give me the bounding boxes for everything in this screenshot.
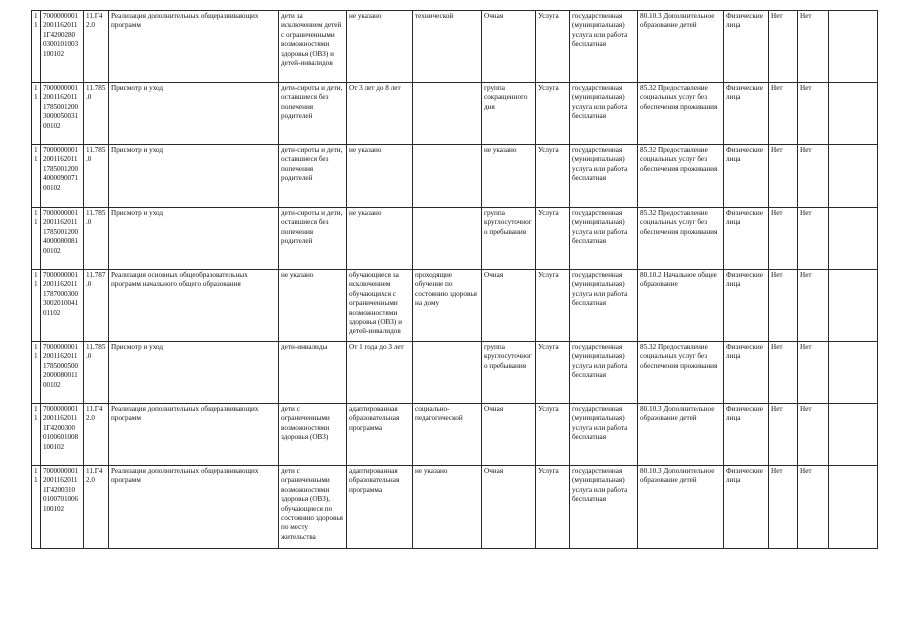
- flag-2: Нет: [798, 270, 829, 342]
- service-code: 11.785.0: [84, 83, 109, 145]
- payment-basis: государственная (муниципальная) услуга или работа бесплатная: [570, 404, 638, 466]
- payment-basis: государственная (муниципальная) услуга или работа бесплатная: [570, 270, 638, 342]
- empty-cell: [829, 145, 878, 208]
- service-code: 11.785.0: [84, 342, 109, 404]
- okved-code: 85.32 Предоставление социальных услуг без обеспечения проживания: [638, 342, 724, 404]
- service-name: Реализация дополнительных общеразвивающих программ: [109, 11, 279, 83]
- table-row: [32, 208, 878, 270]
- delivery-form: Очная: [482, 466, 536, 549]
- flag-2: Нет: [798, 342, 829, 404]
- registry-number: 7000000001 2001162011 1785001200 4000080081 00102: [41, 208, 84, 270]
- empty-cell: [829, 11, 878, 83]
- row-number: 11: [32, 466, 41, 549]
- okved-code: 80.10.3 Дополнительное образование детей: [638, 466, 724, 549]
- delivery-form: Очная: [482, 11, 536, 83]
- program-focus: проходящие обучение по состоянию здоровья на дому: [413, 270, 482, 342]
- consumer-category: дети за исключением детей с ограниченными возможностями здоровья (ОВЗ) и детей-инвалидов: [279, 11, 347, 83]
- payment-basis: государственная (муниципальная) услуга или работа бесплатная: [570, 145, 638, 208]
- service-name: Присмотр и уход: [109, 83, 279, 145]
- flag-2: Нет: [798, 11, 829, 83]
- empty-cell: [829, 270, 878, 342]
- flag-1: Нет: [769, 11, 798, 83]
- okved-code: 80.10.3 Дополнительное образование детей: [638, 11, 724, 83]
- row-number: 11: [32, 11, 41, 83]
- service-name: Реализация дополнительных общеразвивающих программ: [109, 466, 279, 549]
- consumers: Физические лица: [724, 145, 769, 208]
- row-number: 11: [32, 145, 41, 208]
- program-focus: [413, 145, 482, 208]
- program-focus: социально-педагогической: [413, 404, 482, 466]
- registry-number: 7000000001 2001162011 1785001200 4000090071 00102: [41, 145, 84, 208]
- age-or-program: адаптированная образовательная программа: [347, 404, 413, 466]
- consumers: Физические лица: [724, 208, 769, 270]
- item-type: Услуга: [536, 404, 570, 466]
- service-name: Присмотр и уход: [109, 208, 279, 270]
- empty-cell: [829, 342, 878, 404]
- age-or-program: не указано: [347, 11, 413, 83]
- row-number: 11: [32, 404, 41, 466]
- consumers: Физические лица: [724, 342, 769, 404]
- table-row: [32, 466, 878, 549]
- consumers: Физические лица: [724, 466, 769, 549]
- flag-2: Нет: [798, 208, 829, 270]
- delivery-form: Очная: [482, 404, 536, 466]
- flag-1: Нет: [769, 145, 798, 208]
- okved-code: 80.10.3 Дополнительное образование детей: [638, 404, 724, 466]
- item-type: Услуга: [536, 208, 570, 270]
- registry-number: 7000000001 2001162011 1787000300 3002010041 01102: [41, 270, 84, 342]
- consumer-category: дети с ограниченными возможностями здоровья (ОВЗ): [279, 404, 347, 466]
- row-number: 11: [32, 208, 41, 270]
- table-row: [32, 404, 878, 466]
- item-type: Услуга: [536, 270, 570, 342]
- consumer-category: дети с ограниченными возможностями здоровья (ОВЗ), обучающиеся по состоянию здоровья по месту жительства: [279, 466, 347, 549]
- item-type: Услуга: [536, 466, 570, 549]
- empty-cell: [829, 83, 878, 145]
- age-or-program: От 1 года до 3 лет: [347, 342, 413, 404]
- consumer-category: дети-сироты и дети, оставшиеся без попечения родителей: [279, 145, 347, 208]
- service-code: 11.785.0: [84, 208, 109, 270]
- row-number: 11: [32, 83, 41, 145]
- delivery-form: не указано: [482, 145, 536, 208]
- payment-basis: государственная (муниципальная) услуга или работа бесплатная: [570, 11, 638, 83]
- table-row: [32, 145, 878, 208]
- empty-cell: [829, 466, 878, 549]
- services-registry-table: [31, 10, 878, 549]
- table-row: [32, 270, 878, 342]
- flag-1: Нет: [769, 208, 798, 270]
- service-code: 11.Г42.0: [84, 11, 109, 83]
- delivery-form: группа сокращенного дня: [482, 83, 536, 145]
- consumer-category: дети-инвалиды: [279, 342, 347, 404]
- flag-2: Нет: [798, 83, 829, 145]
- payment-basis: государственная (муниципальная) услуга или работа бесплатная: [570, 208, 638, 270]
- service-code: 11.787.0: [84, 270, 109, 342]
- age-or-program: От 3 лет до 8 лет: [347, 83, 413, 145]
- row-number: 11: [32, 342, 41, 404]
- consumers: Физические лица: [724, 270, 769, 342]
- program-focus: [413, 83, 482, 145]
- flag-1: Нет: [769, 270, 798, 342]
- age-or-program: адаптированная образовательная программа: [347, 466, 413, 549]
- flag-1: Нет: [769, 342, 798, 404]
- empty-cell: [829, 208, 878, 270]
- consumers: Физические лица: [724, 83, 769, 145]
- service-name: Реализация дополнительных общеразвивающих программ: [109, 404, 279, 466]
- item-type: Услуга: [536, 83, 570, 145]
- okved-code: 85.32 Предоставление социальных услуг без обеспечения проживания: [638, 208, 724, 270]
- okved-code: 85.32 Предоставление социальных услуг без обеспечения проживания: [638, 83, 724, 145]
- service-code: 11.Г42.0: [84, 404, 109, 466]
- flag-1: Нет: [769, 83, 798, 145]
- flag-2: Нет: [798, 404, 829, 466]
- registry-number: 7000000001 2001162011 1785001200 3000050031 00102: [41, 83, 84, 145]
- service-code: 11.Г42.0: [84, 466, 109, 549]
- program-focus: не указано: [413, 466, 482, 549]
- consumer-category: не указано: [279, 270, 347, 342]
- age-or-program: обучающиеся за исключением обучающихся с ограниченными возможностями здоровья (ОВЗ) и детей-инвалидов: [347, 270, 413, 342]
- age-or-program: не указано: [347, 208, 413, 270]
- table-row: [32, 11, 878, 83]
- registry-number: 7000000001 2001162011 1785000500 2000080011 00102: [41, 342, 84, 404]
- consumer-category: дети-сироты и дети, оставшиеся без попечения родителей: [279, 208, 347, 270]
- service-name: Реализация основных общеобразовательных программ начального общего образования: [109, 270, 279, 342]
- program-focus: [413, 208, 482, 270]
- payment-basis: государственная (муниципальная) услуга или работа бесплатная: [570, 466, 638, 549]
- program-focus: технической: [413, 11, 482, 83]
- empty-cell: [829, 404, 878, 466]
- okved-code: 80.10.2 Начальное общее образование: [638, 270, 724, 342]
- flag-2: Нет: [798, 145, 829, 208]
- program-focus: [413, 342, 482, 404]
- row-number: 11: [32, 270, 41, 342]
- flag-1: Нет: [769, 404, 798, 466]
- age-or-program: не указано: [347, 145, 413, 208]
- registry-number: 7000000001 2001162011 1Г4200310 0100701006 100102: [41, 466, 84, 549]
- delivery-form: группа круглосуточного пребывания: [482, 208, 536, 270]
- consumers: Физические лица: [724, 11, 769, 83]
- table-row: [32, 83, 878, 145]
- item-type: Услуга: [536, 145, 570, 208]
- payment-basis: государственная (муниципальная) услуга или работа бесплатная: [570, 342, 638, 404]
- consumer-category: дети-сироты и дети, оставшиеся без попечения родителей: [279, 83, 347, 145]
- flag-1: Нет: [769, 466, 798, 549]
- table-row: [32, 342, 878, 404]
- delivery-form: Очная: [482, 270, 536, 342]
- consumers: Физические лица: [724, 404, 769, 466]
- item-type: Услуга: [536, 342, 570, 404]
- flag-2: Нет: [798, 466, 829, 549]
- okved-code: 85.32 Предоставление социальных услуг без обеспечения проживания: [638, 145, 724, 208]
- payment-basis: государственная (муниципальная) услуга или работа бесплатная: [570, 83, 638, 145]
- delivery-form: группа круглосуточного пребывания: [482, 342, 536, 404]
- registry-number: 7000000001 2001162011 1Г4200280 0300101003 100102: [41, 11, 84, 83]
- item-type: Услуга: [536, 11, 570, 83]
- service-name: Присмотр и уход: [109, 342, 279, 404]
- service-code: 11.785.0: [84, 145, 109, 208]
- service-name: Присмотр и уход: [109, 145, 279, 208]
- registry-number: 7000000001 2001162011 1Г4200300 0100601008 100102: [41, 404, 84, 466]
